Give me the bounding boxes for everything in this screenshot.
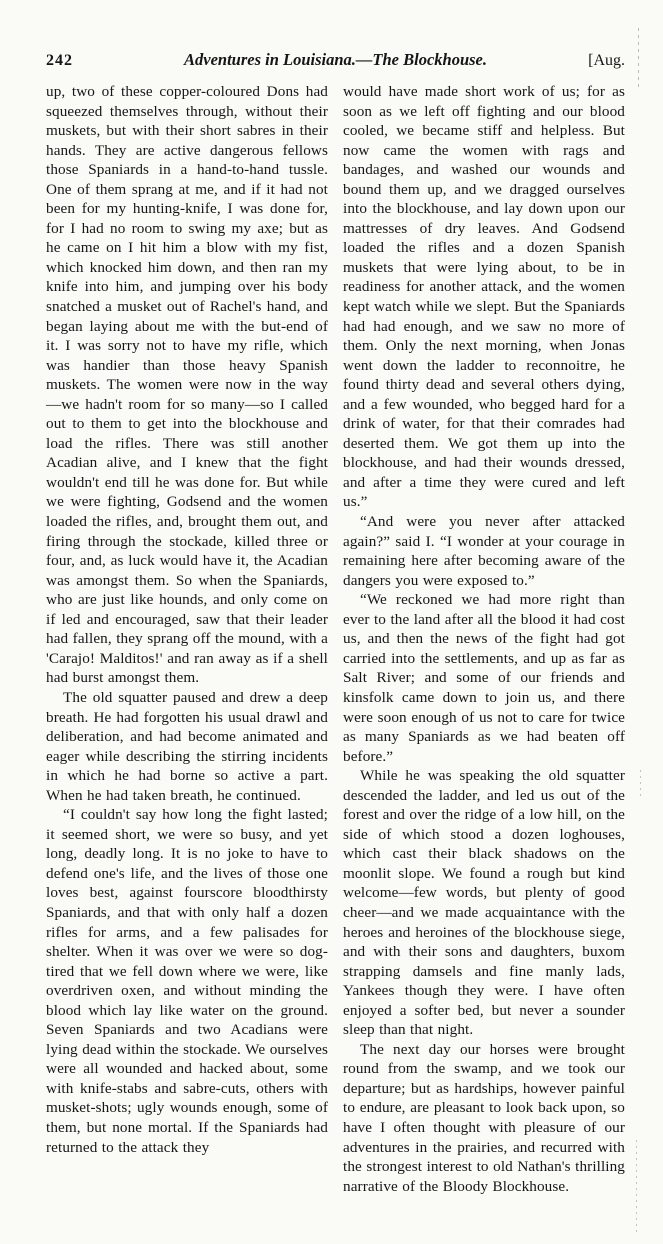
paragraph: “We reckoned we had more right than ever to the land after all the blood it had cost us, and then the news of the fight had got carried into the settlements, and up as far as Salt River; and some of our friends and kinsfolk came down to join us, and there were soon enough of us not to care for twice as many Spaniards as we had beaten off before.” xyxy=(343,591,625,765)
issue-label: [Aug. xyxy=(588,52,625,69)
scan-artifact xyxy=(636,1140,637,1235)
right-column xyxy=(343,82,625,1196)
running-title: Adventures in Louisiana.—The Blockhouse. xyxy=(183,50,487,69)
text-columns xyxy=(46,82,625,1196)
page-number: 242 xyxy=(46,52,73,69)
paragraph: “And were you never after attacked again?” said I. “I wonder at your courage in remaining here after becoming aware of the dangers you were exposed to.” xyxy=(343,513,625,589)
paragraph: The next day our horses were brought round from the swamp, and we took our departure; but as hardships, however painful to endure, are pleasant to look back upon, so have I often thought with pleasure of our adventures in the prairies, and recurred with the strongest interest to old Nathan's thrilling narrative of the Bloody Blockhouse. xyxy=(343,1040,625,1195)
paragraph: “I couldn't say how long the fight lasted; it seemed short, we were so busy, and yet long, deadly long. It is no joke to have to defend one's life, and the lives of those one loves best, against fourscore bloodthirsty Spaniards, and that with only half a dozen rifles for arms, and a few palisades for shelter. When it was over we were so dog-tired that we fell down where we were, like overdriven oxen, and without minding the blood which lay like water on the ground. Seven Spaniards and two Acadians were lying dead within the stockade. We ourselves were all wounded and hacked about, some with knife-stabs and sabre-cuts, others with musket-shots; ugly wounds enough, some of them, but none mortal. If the Spaniards had returned to the attack they xyxy=(46,806,328,1156)
left-column xyxy=(46,82,328,1196)
paragraph: While he was speaking the old squatter descended the ladder, and led us out of the forest and over the ridge of a low hill, on the side of which stood a dozen loghouses, which cast their black shadows on the moonlit slope. We found a rough but kind welcome—few words, but plenty of good cheer—and we made acquaintance with the heroes and heroines of the blockhouse siege, and with their sons and daughters, buxom strapping damsels and fine manly lads, Yankees though they were. I have often enjoyed a softer bed, but never a sounder sleep than that night. xyxy=(343,767,625,1039)
paragraph: would have made short work of us; for as soon as we left off fighting and our blood cooled, we became stiff and helpless. But now came the women with rags and bandages, and washed our wounds and bound them up, and we dragged ourselves into the blockhouse, and lay down upon our mattresses of dry leaves. And Godsend loaded the rifles and a dozen Spanish muskets that were lying about, to be in readiness for another attack, and the women kept watch while we slept. But the Spaniards had had enough, and we saw no more of them. Only the next morning, when Jonas went down the ladder to reconnoitre, he found thirty dead and several others dying, and a few wounded, who begged hard for a drink of water, for that their comrades had deserted them. We got them up into the blockhouse, and had their wounds dressed, and after a time they were cured and left us.” xyxy=(343,83,625,511)
scan-artifact xyxy=(638,28,639,90)
running-head xyxy=(46,50,625,70)
scan-artifact xyxy=(640,770,641,796)
paragraph: The old squatter paused and drew a deep breath. He had forgotten his usual drawl and deliberation, and had become animated and eager while describing the stirring incidents in which he had borne so active a part. When he had taken breath, he continued. xyxy=(46,688,328,804)
paragraph: up, two of these copper-coloured Dons had squeezed themselves through, without their muskets, but with their short sabres in their hands. They are active dangerous fellows those Spaniards in a hand-to-hand tussle. One of them sprang at me, and if it had not been for my hunting-knife, I was done for, for I had no room to swing my axe; but as he came on I hit him a blow with my fist, which knocked him down, and then ran my knife into him, and jumping over his body snatched a musket out of Rachel's hand, and began laying about me with the but-end of it. I was sorry not to have my rifle, which was handier than those heavy Spanish muskets. The women were now in the way—we hadn't room for so many—so I called out to them to get into the blockhouse and load the rifles. There was still another Acadian alive, and I knew that the fight wouldn't end till he was done for. But while we were fighting, Godsend and the women loaded the rifles, and, brought them out, and firing through the stockade, killed three or four, and, as luck would have it, the Acadian was amongst them. So when the Spaniards, who are just like hounds, and only come on if led and encouraged, saw that their leader had fallen, they sprang off the mound, with a 'Carajo! Malditos!' and ran away as if a shell had burst amongst them. xyxy=(46,83,328,687)
